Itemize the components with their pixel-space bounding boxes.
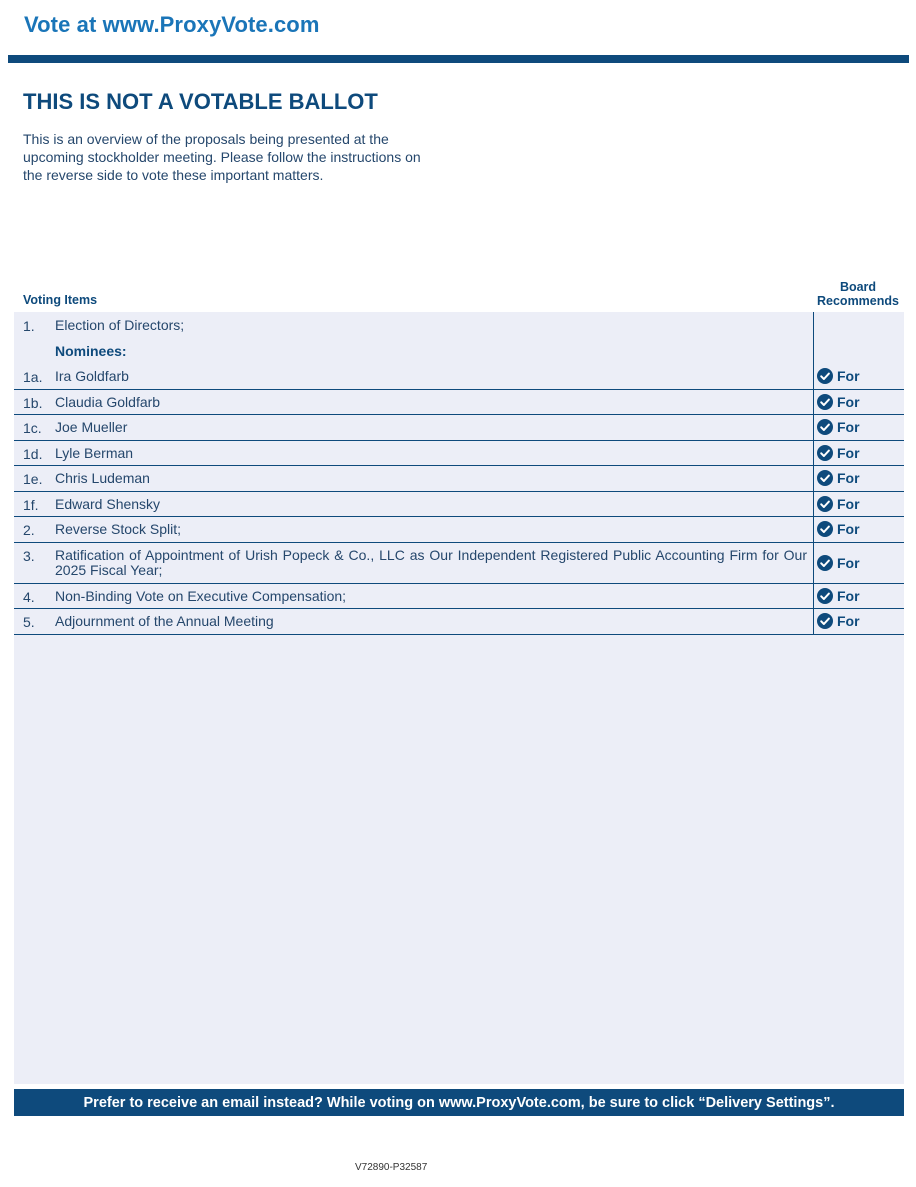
recommendation-value: For (837, 555, 860, 571)
recommendation-value: For (837, 588, 860, 604)
board-recommends-header (812, 280, 904, 308)
board-recommendation (817, 394, 860, 410)
board-recommendation (817, 521, 860, 537)
check-circle-icon (817, 470, 833, 486)
document-code: V72890-P32587 (355, 1162, 428, 1173)
vote-link-header[interactable]: Vote at www.ProxyVote.com (24, 12, 320, 37)
table-row (14, 543, 904, 584)
check-circle-icon (817, 555, 833, 571)
item-text: Ratification of Appointment of Urish Popeck & Co., LLC as Our Independent Registered Public Accounting Firm for Our 2025 Fiscal Year; (55, 547, 807, 578)
table-row (14, 466, 904, 492)
board-recommendation (817, 588, 860, 604)
board-recommendation (817, 368, 860, 384)
item-number: 3. (23, 548, 35, 564)
check-circle-icon (817, 588, 833, 604)
board-recommendation (817, 445, 860, 461)
board-recommendation (817, 613, 860, 629)
board-recommendation (817, 496, 860, 512)
board-recommendation (817, 419, 860, 435)
table-row (14, 517, 904, 543)
board-recommendation (817, 470, 860, 486)
item-text: Reverse Stock Split; (55, 521, 182, 537)
item-number: 1f. (23, 497, 39, 513)
recommendation-value: For (837, 419, 860, 435)
item-text: Chris Ludeman (55, 470, 150, 486)
board-recommendation (817, 555, 860, 571)
table-row (14, 364, 904, 390)
table-row (14, 390, 904, 415)
check-circle-icon (817, 496, 833, 512)
table-row (14, 441, 904, 466)
item-number: 5. (23, 614, 35, 630)
table-row (14, 492, 904, 517)
item-number: 1e. (23, 471, 43, 487)
voting-items-header: Voting Items (23, 293, 98, 307)
recommendation-value: For (837, 368, 860, 384)
board-header-line: Recommends (817, 294, 899, 308)
item-text: Lyle Berman (55, 445, 134, 461)
item-number: 1b. (23, 395, 43, 411)
intro-line: This is an overview of the proposals being presented at the (23, 131, 389, 147)
check-circle-icon (817, 394, 833, 410)
table-row (14, 415, 904, 441)
item-text: Election of Directors; (55, 317, 185, 333)
recommendation-value: For (837, 394, 860, 410)
check-circle-icon (817, 613, 833, 629)
header-divider (8, 55, 909, 63)
recommendation-value: For (837, 470, 860, 486)
item-text: Non-Binding Vote on Executive Compensation; (55, 588, 347, 604)
intro-paragraph (23, 130, 463, 184)
email-delivery-banner: Prefer to receive an email instead? While voting on www.ProxyVote.com, be sure to click “Delivery Settings”. (14, 1089, 904, 1116)
table-row (14, 584, 904, 609)
item-text: Edward Shensky (55, 496, 161, 512)
recommendation-value: For (837, 521, 860, 537)
item-number: 2. (23, 522, 35, 538)
item-number: 1a. (23, 369, 43, 385)
recommendation-value: For (837, 496, 860, 512)
item-number: 1. (23, 318, 35, 334)
check-circle-icon (817, 419, 833, 435)
intro-line: the reverse side to vote these important matters. (23, 167, 324, 183)
item-text: Adjournment of the Annual Meeting (55, 613, 274, 629)
item-number: 4. (23, 589, 35, 605)
item-text: Ira Goldfarb (55, 368, 129, 384)
table-row (14, 312, 904, 338)
page-title: THIS IS NOT A VOTABLE BALLOT (23, 89, 378, 114)
check-circle-icon (817, 368, 833, 384)
item-number: 1c. (23, 420, 42, 436)
item-text: Claudia Goldfarb (55, 394, 161, 410)
item-text: Joe Mueller (55, 419, 128, 435)
table-row (14, 609, 904, 635)
check-circle-icon (817, 521, 833, 537)
board-header-line: Board (839, 280, 877, 294)
check-circle-icon (817, 445, 833, 461)
intro-line: upcoming stockholder meeting. Please follow the instructions on (23, 149, 421, 165)
nominees-label: Nominees: (55, 343, 127, 359)
table-row (14, 338, 904, 364)
recommendation-value: For (837, 613, 860, 629)
recommendation-value: For (837, 445, 860, 461)
item-number: 1d. (23, 446, 43, 462)
